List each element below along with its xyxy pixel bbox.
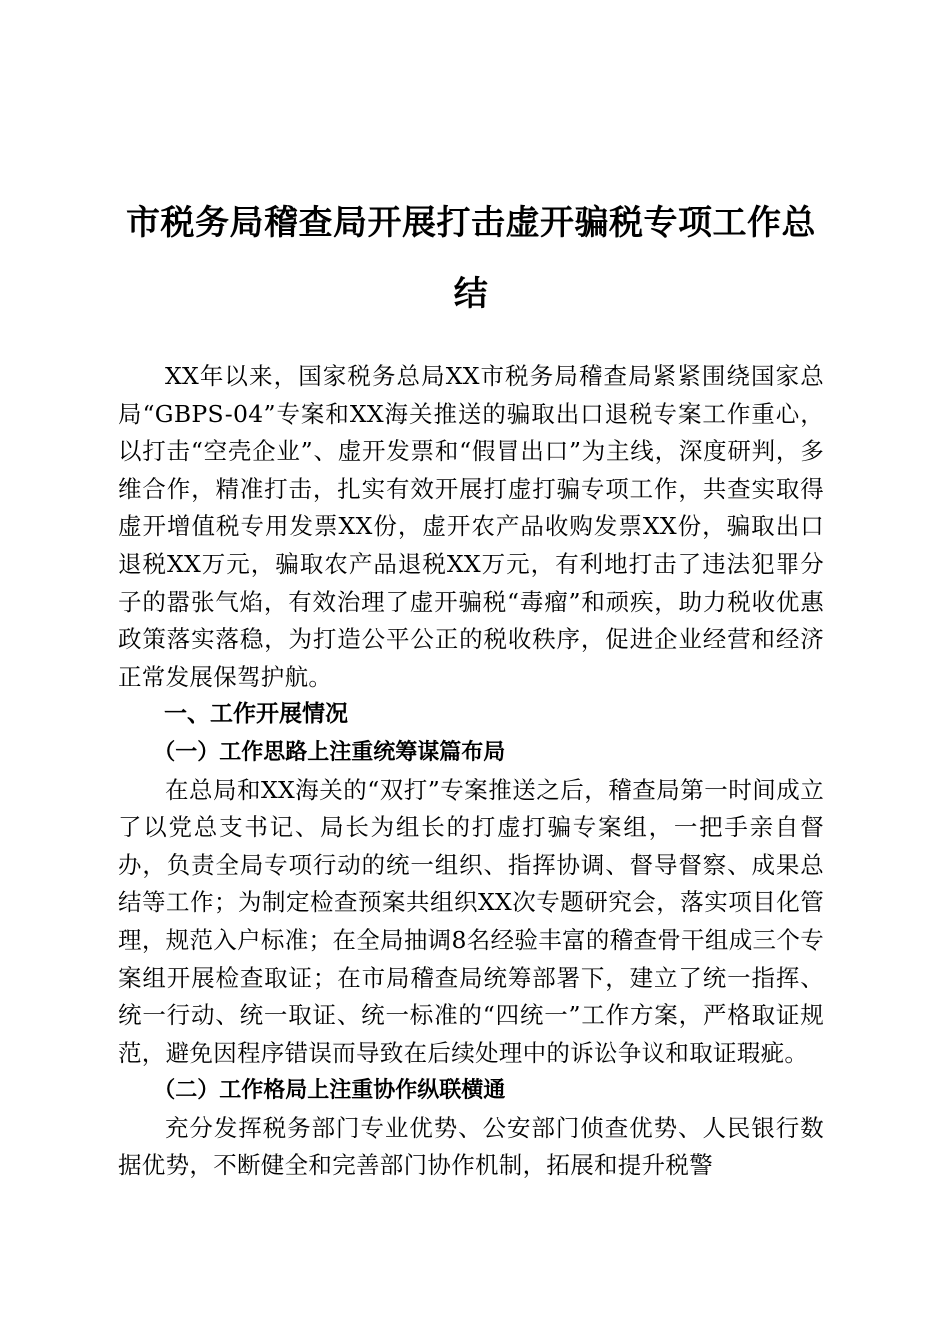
- subsection-heading-1: （一）工作思路上注重统筹谋篇布局: [153, 739, 506, 765]
- document-body: [118, 358, 824, 1185]
- subsection-1-paragraph: 在总局和XX海关的“双打”专案推送之后，稽查局第一时间成立了以党总支书记、局长为组长的打虚打骗专案组，一把手亲自督办，负责全局专项行动的统一组织、指挥协调、督导督察、成果总结等工作；为制定检查预案共组织XX次专题研究会，落实项目化管理，规范入户标准；在全局抽调8名经验丰富的稽查骨干组成三个专案组开展检查取证；在市局稽查局统筹部署下，建立了统一指挥、统一行动、统一取证、统一标准的“四统一”工作方案，严格取证规范，避免因程序错误而导致在后续处理中的诉讼争议和取证瑕疵。: [118, 775, 824, 1067]
- subsection-heading-2: （二）工作格局上注重协作纵联横通: [153, 1078, 506, 1104]
- subsection-2-paragraph: 充分发挥税务部门专业优势、公安部门侦查优势、人民银行数据优势，不断健全和完善部门协作机制，拓展和提升税警: [118, 1113, 824, 1180]
- document-title: 市税务局稽查局开展打击虚开骗税专项工作总结: [126, 203, 816, 314]
- section-heading-work-progress: 一、工作开展情况: [164, 701, 348, 728]
- intro-paragraph: XX年以来，国家税务总局XX市税务局稽查局紧紧围绕国家总局“GBPS-04”专案和XX海关推送的骗取出口退税专案工作重心，以打击“空壳企业”、虚开发票和“假冒出口”为主线，深度研判，多维合作，精准打击，扎实有效开展打虚打骗专项工作，共查实取得虚开增值税专用发票XX份，虚开农产品收购发票XX份，骗取出口退税XX万元，骗取农产品退税XX万元，有利地打击了违法犯罪分子的嚣张气焰，有效治理了虚开骗税“毒瘤”和顽疾，助力税收优惠政策落实落稳，为打造公平公正的税收秩序，促进企业经营和经济正常发展保驾护航。: [118, 362, 824, 691]
